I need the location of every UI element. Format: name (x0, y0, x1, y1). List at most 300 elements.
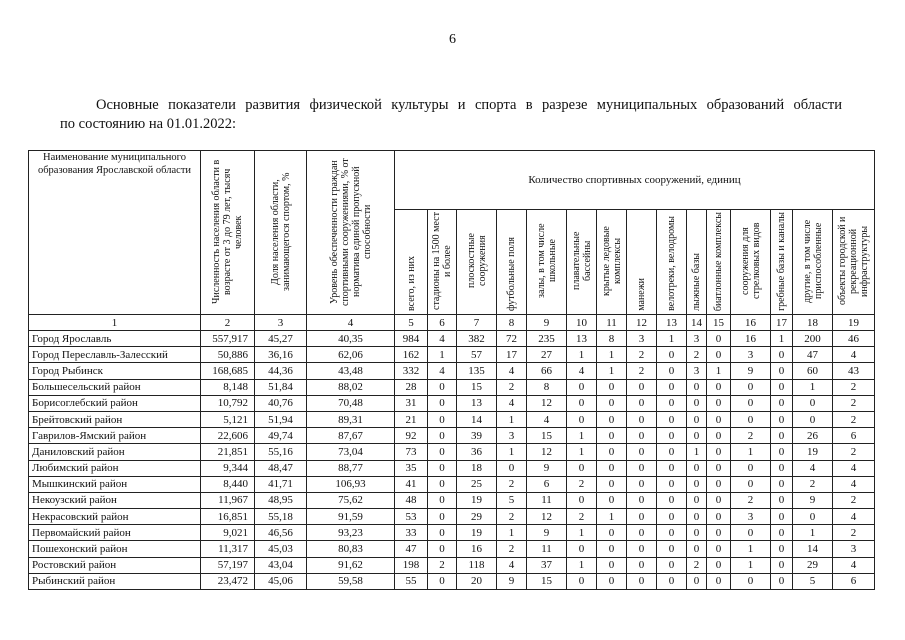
table-cell: 0 (657, 557, 687, 573)
table-cell: 1 (567, 347, 597, 363)
column-number: 9 (527, 315, 567, 331)
header-facility-text: лыжные базы (691, 253, 702, 311)
table-cell: 0 (428, 428, 457, 444)
table-cell: 2 (497, 476, 527, 492)
sports-indicators-table (28, 150, 875, 590)
column-number: 18 (793, 315, 833, 331)
table-cell: 0 (771, 347, 793, 363)
table-cell: 0 (597, 476, 627, 492)
table-cell: 0 (771, 509, 793, 525)
column-number: 10 (567, 315, 597, 331)
table-cell: 2 (833, 492, 875, 508)
column-number: 13 (657, 315, 687, 331)
table-cell: 1 (793, 525, 833, 541)
table-cell: 0 (707, 476, 731, 492)
table-cell: 0 (428, 541, 457, 557)
column-number: 15 (707, 315, 731, 331)
table-cell: 0 (687, 428, 707, 444)
table-cell: 1 (707, 363, 731, 379)
table-row (29, 411, 875, 427)
table-cell: 9 (731, 363, 771, 379)
header-population (201, 151, 255, 315)
table-cell: 75,62 (307, 492, 395, 508)
table-cell: 2 (497, 379, 527, 395)
table-cell: 0 (657, 460, 687, 476)
table-cell: 4 (527, 411, 567, 427)
table-row (29, 363, 875, 379)
municipality-name: Город Рыбинск (29, 363, 201, 379)
municipality-name: Город Переславль-Залесский (29, 347, 201, 363)
table-cell: 0 (597, 557, 627, 573)
table-cell: 2 (833, 525, 875, 541)
table-cell: 0 (428, 444, 457, 460)
table-cell: 11 (527, 492, 567, 508)
table-cell: 10,792 (201, 395, 255, 411)
header-facility-5 (527, 210, 567, 315)
table-cell: 0 (627, 573, 657, 589)
table-cell: 1 (771, 331, 793, 347)
header-provision-text: Уровень обеспеченности граждан спортивными сооружениями, % от норматива единой пропускной способности (328, 158, 373, 306)
table-cell: 3 (687, 363, 707, 379)
table-cell: 106,93 (307, 476, 395, 492)
table-cell: 4 (833, 460, 875, 476)
table-cell: 31 (395, 395, 428, 411)
header-facility-text: велотреки, велодромы (666, 216, 677, 311)
table-cell: 0 (627, 492, 657, 508)
municipality-name: Даниловский район (29, 444, 201, 460)
table-cell: 0 (707, 347, 731, 363)
table-cell: 62,06 (307, 347, 395, 363)
table-cell: 45,06 (255, 573, 307, 589)
table-cell: 0 (707, 444, 731, 460)
table-cell: 39 (457, 428, 497, 444)
table-cell: 0 (707, 331, 731, 347)
table-row (29, 492, 875, 508)
table-cell: 17 (497, 347, 527, 363)
table-cell: 2 (731, 428, 771, 444)
table-cell: 1 (567, 557, 597, 573)
table-cell: 16 (731, 331, 771, 347)
table-cell: 0 (707, 411, 731, 427)
table-cell: 0 (657, 476, 687, 492)
table-cell: 0 (627, 541, 657, 557)
document-heading (60, 96, 842, 134)
table-row (29, 379, 875, 395)
table-cell: 19 (793, 444, 833, 460)
header-facility-text: объекты городской и рекреационной инфраструктуры (837, 216, 870, 306)
header-name: Наименование муниципального образования Ярославской области (29, 151, 201, 315)
table-cell: 26 (793, 428, 833, 444)
table-row (29, 395, 875, 411)
column-number: 14 (687, 315, 707, 331)
table-cell: 2 (731, 492, 771, 508)
table-row (29, 460, 875, 476)
table-cell: 168,685 (201, 363, 255, 379)
table-cell: 0 (707, 379, 731, 395)
table-cell: 91,62 (307, 557, 395, 573)
table-cell: 0 (687, 411, 707, 427)
header-facility-text: плоскостные сооружения (465, 233, 488, 289)
municipality-name: Рыбинский район (29, 573, 201, 589)
table-cell: 0 (428, 379, 457, 395)
header-facilities-group: Количество спортивных сооружений, единиц (395, 151, 875, 210)
header-facility-text: гребные базы и каналы (776, 212, 787, 311)
header-facility-2 (428, 210, 457, 315)
table-cell: 0 (627, 444, 657, 460)
table-cell: 0 (567, 541, 597, 557)
table-cell: 0 (687, 476, 707, 492)
table-cell: 2 (627, 363, 657, 379)
table-cell: 0 (793, 395, 833, 411)
table-cell: 0 (627, 411, 657, 427)
table-cell: 13 (567, 331, 597, 347)
column-number: 16 (731, 315, 771, 331)
table-cell: 3 (497, 428, 527, 444)
table-cell: 0 (771, 444, 793, 460)
table-cell: 27 (527, 347, 567, 363)
table-cell: 40,76 (255, 395, 307, 411)
table-cell: 92 (395, 428, 428, 444)
table-cell: 0 (567, 460, 597, 476)
municipality-name: Брейтовский район (29, 411, 201, 427)
table-cell: 0 (428, 492, 457, 508)
table-cell: 29 (793, 557, 833, 573)
table-cell: 48,47 (255, 460, 307, 476)
table-cell: 4 (497, 363, 527, 379)
header-facility-text: биатлонные комплексы (713, 211, 724, 311)
table-cell: 2 (687, 557, 707, 573)
table-cell: 0 (687, 492, 707, 508)
table-row (29, 476, 875, 492)
table-cell: 1 (687, 444, 707, 460)
column-number: 12 (627, 315, 657, 331)
table-cell: 73,04 (307, 444, 395, 460)
table-cell: 0 (707, 509, 731, 525)
header-facility-13 (771, 210, 793, 315)
table-cell: 1 (657, 331, 687, 347)
heading-line-2: по состоянию на 01.01.2022: (60, 116, 236, 132)
table-cell: 3 (627, 331, 657, 347)
table-cell: 8 (597, 331, 627, 347)
table-cell: 0 (597, 411, 627, 427)
header-facility-1 (395, 210, 428, 315)
table-row (29, 509, 875, 525)
table-cell: 14 (793, 541, 833, 557)
table-cell: 0 (428, 476, 457, 492)
table-cell: 80,83 (307, 541, 395, 557)
municipality-name: Первомайский район (29, 525, 201, 541)
table-cell: 40,35 (307, 331, 395, 347)
table-row (29, 428, 875, 444)
table-cell: 0 (657, 541, 687, 557)
table-cell: 4 (428, 363, 457, 379)
table-cell: 41 (395, 476, 428, 492)
table-cell: 0 (771, 379, 793, 395)
table-cell: 1 (567, 525, 597, 541)
table-cell: 162 (395, 347, 428, 363)
table-cell: 0 (771, 411, 793, 427)
table-cell: 0 (687, 525, 707, 541)
table-row (29, 573, 875, 589)
table-cell: 2 (627, 347, 657, 363)
header-facility-10 (687, 210, 707, 315)
table-cell: 50,886 (201, 347, 255, 363)
table-cell: 57,197 (201, 557, 255, 573)
table-cell: 0 (567, 573, 597, 589)
table-cell: 0 (428, 509, 457, 525)
table-cell: 12 (527, 509, 567, 525)
table-cell: 23,472 (201, 573, 255, 589)
column-number: 3 (255, 315, 307, 331)
header-facility-11 (707, 210, 731, 315)
table-cell: 66 (527, 363, 567, 379)
table-cell: 11 (527, 541, 567, 557)
table-cell: 0 (597, 395, 627, 411)
table-cell: 0 (627, 509, 657, 525)
table-cell: 4 (428, 331, 457, 347)
table-cell: 0 (657, 347, 687, 363)
table-cell: 0 (687, 460, 707, 476)
table-cell: 0 (627, 557, 657, 573)
header-share-text: Доля населения области, занимающегося спортом, % (269, 172, 292, 292)
table-cell: 8 (527, 379, 567, 395)
table-cell: 57 (457, 347, 497, 363)
table-cell: 43,04 (255, 557, 307, 573)
table-cell: 1 (597, 347, 627, 363)
table-cell: 135 (457, 363, 497, 379)
table-cell: 0 (497, 460, 527, 476)
table-cell: 45,03 (255, 541, 307, 557)
table-cell: 55 (395, 573, 428, 589)
table-cell: 9 (527, 460, 567, 476)
municipality-name: Гаврилов-Ямский район (29, 428, 201, 444)
table-cell: 2 (497, 541, 527, 557)
header-facility-15 (833, 210, 875, 315)
table-cell: 0 (597, 460, 627, 476)
table-cell: 0 (428, 411, 457, 427)
table-cell: 2 (793, 476, 833, 492)
table-cell: 47 (793, 347, 833, 363)
table-cell: 4 (833, 347, 875, 363)
table-cell: 19 (457, 492, 497, 508)
table-cell: 0 (657, 509, 687, 525)
table-cell: 332 (395, 363, 428, 379)
table-cell: 4 (497, 557, 527, 573)
table-cell: 0 (567, 379, 597, 395)
table-cell: 21,851 (201, 444, 255, 460)
table-cell: 19 (457, 525, 497, 541)
table-cell: 3 (687, 331, 707, 347)
table-cell: 0 (731, 460, 771, 476)
table-cell: 29 (457, 509, 497, 525)
table-cell: 0 (627, 428, 657, 444)
table-cell: 0 (687, 395, 707, 411)
table-cell: 0 (771, 492, 793, 508)
table-cell: 87,67 (307, 428, 395, 444)
table-cell: 9 (497, 573, 527, 589)
table-cell: 55,18 (255, 509, 307, 525)
table-cell: 0 (731, 525, 771, 541)
table-cell: 1 (497, 444, 527, 460)
table-cell: 9 (527, 525, 567, 541)
table-cell: 51,94 (255, 411, 307, 427)
table-cell: 12 (527, 395, 567, 411)
column-number-row (29, 315, 875, 331)
municipality-name: Борисоглебский район (29, 395, 201, 411)
table-cell: 5,121 (201, 411, 255, 427)
table-cell: 0 (771, 525, 793, 541)
table-cell: 9,344 (201, 460, 255, 476)
table-cell: 11,317 (201, 541, 255, 557)
table-cell: 0 (771, 476, 793, 492)
table-cell: 200 (793, 331, 833, 347)
table-cell: 1 (567, 444, 597, 460)
table-cell: 14 (457, 411, 497, 427)
table-cell: 1 (793, 379, 833, 395)
table-cell: 0 (428, 573, 457, 589)
table-cell: 0 (627, 476, 657, 492)
table-cell: 43,48 (307, 363, 395, 379)
table-cell: 0 (707, 541, 731, 557)
table-cell: 15 (527, 428, 567, 444)
table-cell: 0 (687, 573, 707, 589)
table-cell: 0 (657, 492, 687, 508)
header-facility-text: манежи (636, 278, 647, 311)
table-cell: 4 (833, 476, 875, 492)
table-cell: 5 (793, 573, 833, 589)
table-cell: 4 (567, 363, 597, 379)
table-cell: 0 (597, 492, 627, 508)
table-cell: 46,56 (255, 525, 307, 541)
table-cell: 1 (731, 557, 771, 573)
municipality-name: Некрасовский район (29, 509, 201, 525)
table-cell: 6 (833, 428, 875, 444)
table-cell: 0 (657, 428, 687, 444)
table-cell: 2 (428, 557, 457, 573)
table-cell: 0 (687, 379, 707, 395)
table-cell: 0 (657, 363, 687, 379)
table-cell: 88,02 (307, 379, 395, 395)
table-cell: 33 (395, 525, 428, 541)
table-cell: 20 (457, 573, 497, 589)
table-cell: 0 (793, 509, 833, 525)
table-cell: 0 (597, 541, 627, 557)
table-cell: 0 (627, 379, 657, 395)
table-cell: 73 (395, 444, 428, 460)
municipality-name: Мышкинский район (29, 476, 201, 492)
table-cell: 0 (657, 525, 687, 541)
table-cell: 2 (687, 347, 707, 363)
table-cell: 13 (457, 395, 497, 411)
table-cell: 2 (833, 395, 875, 411)
table-cell: 0 (771, 541, 793, 557)
table-cell: 3 (833, 541, 875, 557)
table-cell: 88,77 (307, 460, 395, 476)
header-facility-4 (497, 210, 527, 315)
table-cell: 0 (597, 573, 627, 589)
table-cell: 0 (707, 395, 731, 411)
table-cell: 984 (395, 331, 428, 347)
table-cell: 8,148 (201, 379, 255, 395)
header-facility-14 (793, 210, 833, 315)
table-cell: 15 (527, 573, 567, 589)
table-cell: 1 (497, 525, 527, 541)
table-cell: 48,95 (255, 492, 307, 508)
table-cell: 0 (687, 541, 707, 557)
table-cell: 4 (793, 460, 833, 476)
table-cell: 0 (731, 411, 771, 427)
table-cell: 0 (567, 395, 597, 411)
table-cell: 0 (731, 379, 771, 395)
table-cell: 91,59 (307, 509, 395, 525)
table-cell: 0 (597, 525, 627, 541)
municipality-name: Пошехонский район (29, 541, 201, 557)
table-cell: 0 (567, 411, 597, 427)
table-cell: 41,71 (255, 476, 307, 492)
table-row (29, 331, 875, 347)
table-cell: 0 (627, 525, 657, 541)
table-cell: 28 (395, 379, 428, 395)
table-cell: 2 (833, 444, 875, 460)
table-cell: 15 (457, 379, 497, 395)
table-cell: 1 (731, 444, 771, 460)
heading-line-1: Основные показатели развития физической культуры и спорта в разрезе муниципальных образований области (96, 97, 842, 113)
header-facility-text: плавательные бассейны (570, 231, 593, 291)
table-cell: 0 (707, 525, 731, 541)
table-body (29, 315, 875, 590)
header-facility-text: крытые ледовые комплексы (600, 226, 623, 296)
table-row (29, 347, 875, 363)
table-cell: 0 (657, 573, 687, 589)
table-cell: 93,23 (307, 525, 395, 541)
table-cell: 0 (428, 395, 457, 411)
table-cell: 0 (687, 509, 707, 525)
table-cell: 0 (771, 428, 793, 444)
table-cell: 0 (771, 395, 793, 411)
header-population-text: Численность населения области в возрасте от 3 до 79 лет, тысяч человек (211, 159, 244, 305)
table-cell: 46 (833, 331, 875, 347)
table-cell: 0 (597, 428, 627, 444)
table-cell: 0 (707, 573, 731, 589)
table-cell: 235 (527, 331, 567, 347)
column-number: 2 (201, 315, 255, 331)
table-cell: 557,917 (201, 331, 255, 347)
table-cell: 25 (457, 476, 497, 492)
table-cell: 2 (833, 379, 875, 395)
table-cell: 2 (833, 411, 875, 427)
table-cell: 0 (707, 492, 731, 508)
table-cell: 0 (657, 395, 687, 411)
table-cell: 0 (657, 444, 687, 460)
table-cell: 0 (428, 525, 457, 541)
table-cell: 0 (771, 363, 793, 379)
header-facility-12 (731, 210, 771, 315)
table-cell: 5 (497, 492, 527, 508)
table-cell: 16 (457, 541, 497, 557)
header-facility-8 (627, 210, 657, 315)
municipality-name: Некоузский район (29, 492, 201, 508)
table-cell: 3 (731, 509, 771, 525)
header-facility-text: залы, в том числе школьные (535, 223, 558, 299)
table-cell: 0 (627, 460, 657, 476)
table-cell: 4 (833, 509, 875, 525)
table-cell: 16,851 (201, 509, 255, 525)
table-cell: 3 (731, 347, 771, 363)
table-cell: 47 (395, 541, 428, 557)
municipality-name: Любимский район (29, 460, 201, 476)
table-cell: 12 (527, 444, 567, 460)
table-cell: 36,16 (255, 347, 307, 363)
